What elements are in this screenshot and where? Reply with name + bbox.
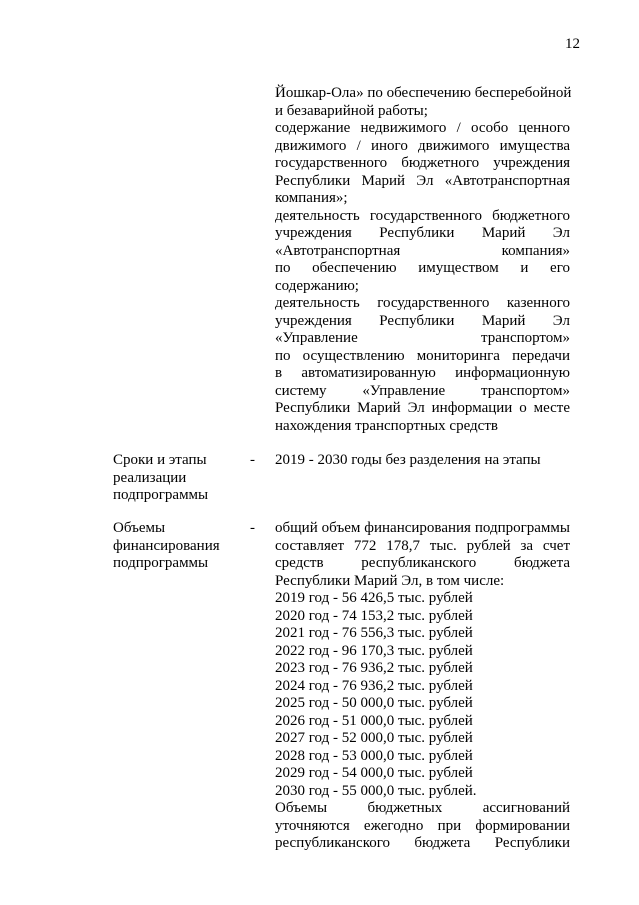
- text-line: составляет 772 178,7 тыс. рублей за счет: [275, 537, 570, 554]
- text-line: 2029 год - 54 000,0 тыс. рублей: [275, 765, 473, 781]
- text-line: по осуществлению мониторинга передачи: [275, 347, 570, 364]
- text-line: «Автотранспортная компания»: [275, 242, 570, 259]
- text-line: уточняются ежегодно при формировании: [275, 817, 570, 834]
- text-line: движимого / иного движимого имущества: [275, 137, 570, 154]
- text-line: Республики Марий Эл, в том числе:: [275, 572, 505, 589]
- page-number: 12: [565, 36, 580, 52]
- text-line: содержанию;: [275, 277, 359, 294]
- text-line: государственного бюджетного учреждения: [275, 155, 570, 171]
- text-line: 2021 год - 76 556,3 тыс. рублей: [275, 625, 473, 641]
- text-line: средств республиканского бюджета: [275, 555, 570, 571]
- text-line: 2026 год - 51 000,0 тыс. рублей: [275, 712, 473, 729]
- text-line: 2020 год - 74 153,2 тыс. рублей: [275, 607, 473, 624]
- text-line: по обеспечению имуществом и его: [275, 260, 570, 276]
- text-line: реализации: [113, 469, 187, 486]
- text-line: «Управление транспортом»: [275, 330, 570, 346]
- text-line: учреждения Республики Марий Эл: [275, 225, 570, 241]
- text-line: в автоматизированную информационную: [275, 365, 570, 381]
- text-line: финансирования: [113, 537, 220, 554]
- text-line: подпрограммы: [113, 487, 209, 503]
- terms-dash: -: [250, 452, 255, 468]
- text-line: систему «Управление транспортом»: [275, 382, 570, 399]
- text-line: подпрограммы: [113, 555, 209, 571]
- text-line: Йошкар-Ола» по обеспечению бесперебойной: [275, 85, 572, 101]
- text-line: Объемы бюджетных ассигнований: [275, 800, 570, 816]
- text-line: компания»;: [275, 190, 348, 206]
- text-line: 2024 год - 76 936,2 тыс. рублей: [275, 677, 473, 694]
- text-line: Сроки и этапы: [113, 452, 207, 468]
- text-line: 2028 год - 53 000,0 тыс. рублей: [275, 747, 473, 764]
- text-line: 2025 год - 50 000,0 тыс. рублей: [275, 695, 473, 711]
- text-line: Республики Марий Эл информации о месте: [275, 400, 570, 416]
- text-line: 2030 год - 55 000,0 тыс. рублей.: [275, 782, 477, 799]
- text-line: Республики Марий Эл «Автотранспортная: [275, 172, 570, 189]
- text-line: 2022 год - 96 170,3 тыс. рублей: [275, 642, 473, 659]
- text-line: и безаварийной работы;: [275, 102, 428, 119]
- text-line: 2019 год - 56 426,5 тыс. рублей: [275, 590, 473, 606]
- text-line: учреждения Республики Марий Эл: [275, 312, 570, 329]
- text-line: 2023 год - 76 936,2 тыс. рублей: [275, 660, 473, 676]
- text-line: деятельность государственного бюджетного: [275, 207, 570, 224]
- text-line: 2027 год - 52 000,0 тыс. рублей: [275, 730, 473, 746]
- text-line: содержание недвижимого / особо ценного: [275, 120, 570, 136]
- text-line: Объемы: [113, 520, 166, 536]
- text-line: республиканского бюджета Республики: [275, 835, 570, 851]
- funding-dash: -: [250, 520, 255, 536]
- text-line: общий объем финансирования подпрограммы: [275, 520, 570, 536]
- text-line: нахождения транспортных средств: [275, 417, 498, 434]
- text-line: деятельность государственного казенного: [275, 295, 570, 311]
- text-line: 2019 - 2030 годы без разделения на этапы: [275, 452, 541, 468]
